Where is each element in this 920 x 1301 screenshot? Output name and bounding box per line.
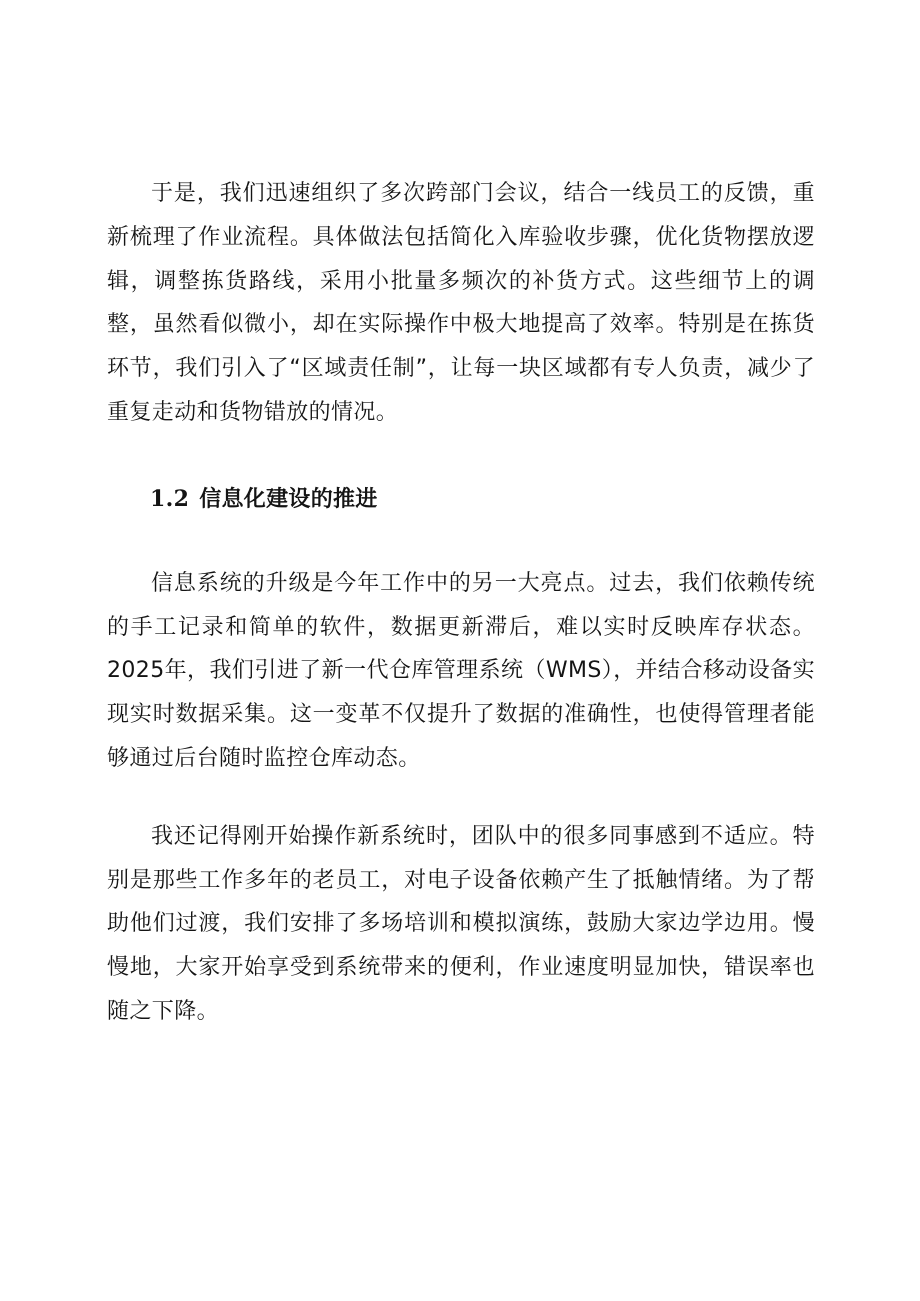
section-title: 信息化建设的推进 (199, 486, 378, 512)
paragraph-information-system: 信息系统的升级是今年工作中的另一大亮点。过去，我们依赖传统的手工记录和简单的软件，数据更新滞后，难以实时反映库存状态。2025年，我们引进了新一代仓库管理系统（WMS），并结合移动设备实现实时数据采集。这一变革不仅提升了数据的准确性，也使得管理者能够通过后台随时监控仓库动态。 (107, 570, 815, 771)
section-heading (107, 477, 815, 522)
document-body (107, 172, 815, 1034)
paragraph-process-optimization: 于是，我们迅速组织了多次跨部门会议，结合一线员工的反馈，重新梳理了作业流程。具体做法包括简化入库验收步骤，优化货物摆放逻辑，调整拣货路线，采用小批量多频次的补货方式。这些细节上的调整，虽然看似微小，却在实际操作中极大地提高了效率。特别是在拣货环节，我们引入了“区域责任制”，让每一块区域都有专人负责，减少了重复走动和货物错放的情况。 (107, 181, 815, 425)
paragraph-team-adaptation: 我还记得刚开始操作新系统时，团队中的很多同事感到不适应。特别是那些工作多年的老员工，对电子设备依赖产生了抵触情绪。为了帮助他们过渡，我们安排了多场培训和模拟演练，鼓励大家边学边用。慢慢地，大家开始享受到系统带来的便利，作业速度明显加快，错误率也随之下降。 (107, 823, 815, 1024)
section-number: 1.2 (150, 485, 190, 512)
